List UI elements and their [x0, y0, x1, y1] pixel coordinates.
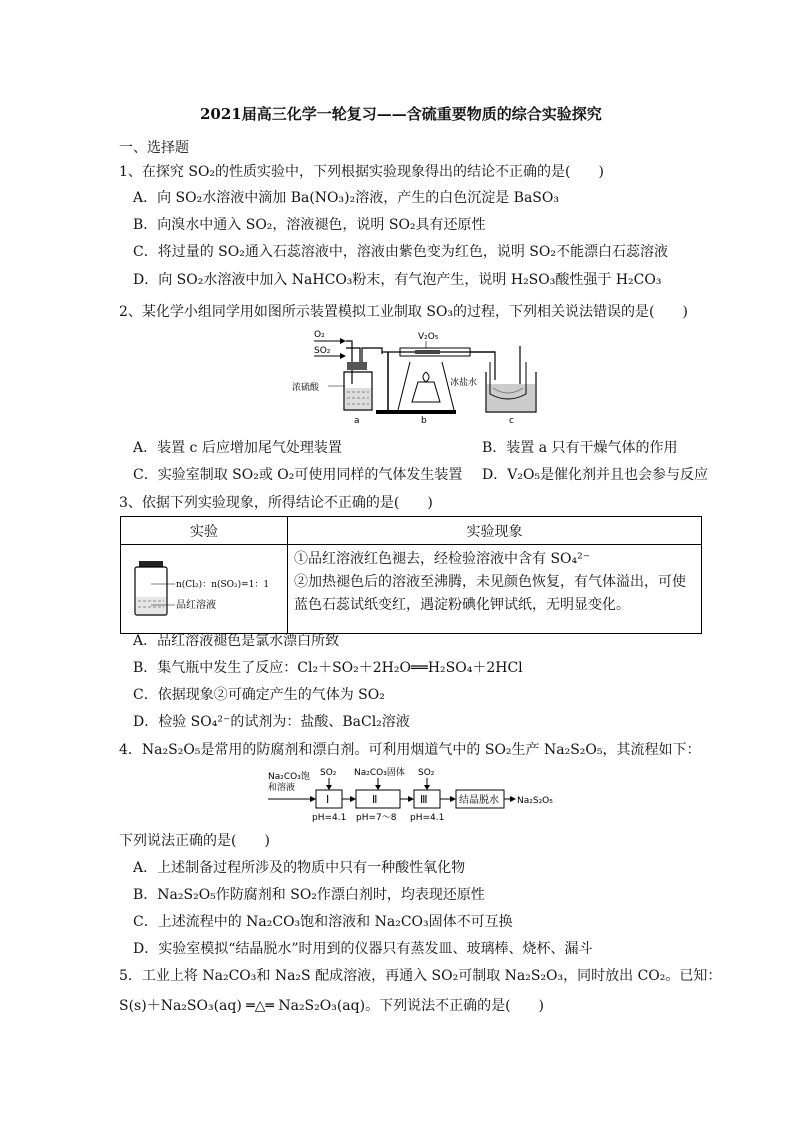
question-1-option-c: C．将过量的 SO₂通入石蕊溶液中，溶液由紫色变为红色，说明 SO₂不能漂白石蕊溶液 — [133, 244, 668, 260]
flow-so2-1: SO₂ — [320, 768, 337, 778]
experiment-table — [120, 516, 702, 634]
label-c: c — [509, 416, 514, 426]
question-4-option-a: A．上述制备过程所涉及的物质中只有一种酸性氧化物 — [133, 860, 466, 876]
process-flow-diagram — [266, 766, 566, 822]
flow-so2-2: SO₂ — [418, 768, 435, 778]
svg-text:Ⅲ: Ⅲ — [420, 793, 428, 806]
svg-text:结晶脱水: 结晶脱水 — [459, 795, 499, 806]
flow-input-line1: Na₂CO₃饱 — [268, 772, 310, 782]
question-3-option-c: C．依据现象②可确定产生的气体为 SO₂ — [133, 687, 385, 703]
question-3-option-b: B．集气瓶中发生了反应：Cl₂＋SO₂＋2H₂O══H₂SO₄＋2HCl — [133, 660, 523, 676]
label-o2: O₂ — [314, 330, 325, 340]
question-5-line1: 5．工业上将 Na₂CO₃和 Na₂S 配成溶液，再通入 SO₂可制取 Na₂S₂O₃，同时放出 CO₂。已知： — [119, 968, 722, 984]
question-4-stem: 4．Na₂S₂O₅是常用的防腐剂和漂白剂。可利用烟道气中的 SO₂生产 Na₂S₂O₅，其流程如下： — [119, 742, 701, 758]
apparatus-figure — [290, 322, 550, 428]
observation-2: ②加热褪色后的溶液至沸腾，未见颜色恢复，有气体溢出，可使 — [294, 574, 686, 590]
question-2-stem: 2、某化学小组同学用如图所示装置模拟工业制取 SO₃的过程，下列相关说法错误的是( ) — [119, 304, 688, 320]
svg-text:Ⅱ: Ⅱ — [372, 793, 378, 806]
question-2-option-a: A．装置 c 后应增加尾气处理装置 — [133, 440, 342, 456]
label-magenta-solution: 品红溶液 — [176, 600, 216, 611]
catalyst-bed — [415, 350, 440, 354]
gas-bottle-figure — [121, 545, 285, 629]
observation-cell — [288, 545, 702, 634]
label-so2: SO₂ — [314, 346, 331, 356]
section-heading: 一、选择题 — [119, 140, 189, 156]
label-gas-ratio: n(Cl₂)：n(SO₂)=1：1 — [176, 580, 270, 590]
bottle-a-stopper — [347, 362, 367, 370]
experiment-figure-cell — [121, 545, 288, 634]
question-2-option-d: D．V₂O₅是催化剂并且也会参与反应 — [482, 467, 709, 483]
svg-text:Ⅰ: Ⅰ — [326, 793, 330, 806]
observation-3: 蓝色石蕊试纸变红，遇淀粉碘化钾试纸，无明显变化。 — [294, 597, 630, 613]
table-header-experiment: 实验 — [121, 517, 288, 545]
question-4-ask: 下列说法正确的是( ) — [119, 833, 270, 849]
observation-1: ①品红溶液红色褪去，经检验溶液中含有 SO₄²⁻ — [294, 551, 591, 567]
question-5-line2: S(s)＋Na₂SO₃(aq) ═△═ Na₂S₂O₃(aq)。下列说法不正确的是( ) — [119, 998, 545, 1014]
label-conc-acid: 浓硫酸 — [292, 383, 320, 393]
question-3-stem: 3、依据下列实验现象，所得结论不正确的是( ) — [119, 495, 433, 511]
flow-product: Na₂S₂O₅ — [517, 796, 553, 806]
question-2-option-b: B．装置 a 只有干燥气体的作用 — [482, 440, 678, 456]
flow-input-line2: 和溶液 — [268, 783, 296, 793]
label-ice-salt-water: 冰盐水 — [450, 378, 478, 388]
question-3-option-a: A．品红溶液褪色是氯水漂白所致 — [133, 633, 340, 649]
flow-step-2 — [356, 790, 400, 808]
table-header-observation: 实验现象 — [288, 517, 702, 545]
question-1-option-b: B．向溴水中通入 SO₂，溶液褪色，说明 SO₂具有还原性 — [133, 217, 486, 233]
flow-ph-3: pH=4.1 — [410, 813, 445, 822]
question-1-option-a: A．向 SO₂水溶液中滴加 Ba(NO₃)₂溶液，产生的白色沉淀是 BaSO₃ — [133, 190, 559, 206]
question-1-option-d: D．向 SO₂水溶液中加入 NaHCO₃粉末，有气泡产生，说明 H₂SO₃酸性强于 H₂CO₃ — [133, 272, 662, 288]
flow-solid: Na₂CO₃固体 — [354, 768, 405, 778]
question-4-option-b: B．Na₂S₂O₅作防腐剂和 SO₂作漂白剂时，均表现还原性 — [133, 887, 485, 903]
question-4-option-d: D．实验室模拟“结晶脱水”时用到的仪器只有蒸发皿、玻璃棒、烧杯、漏斗 — [133, 941, 593, 957]
page-title: 2021届高三化学一轮复习——含硫重要物质的综合实验探究 — [200, 105, 602, 123]
question-3-option-d: D．检验 SO₄²⁻的试剂为：盐酸、BaCl₂溶液 — [133, 714, 410, 730]
question-4-option-c: C．上述流程中的 Na₂CO₃饱和溶液和 Na₂CO₃固体不可互换 — [133, 914, 513, 930]
question-2-option-c: C．实验室制取 SO₂或 O₂可使用同样的气体发生装置 — [133, 467, 463, 483]
question-1-stem: 1、在探究 SO₂的性质实验中，下列根据实验现象得出的结论不正确的是( ) — [119, 164, 604, 180]
flow-ph-1: pH=4.1 — [312, 813, 347, 822]
flow-ph-2: pH=7～8 — [356, 813, 397, 822]
label-b: b — [421, 416, 427, 426]
label-a: a — [354, 416, 360, 426]
alcohol-lamp — [412, 382, 440, 402]
label-v2o5: V₂O₅ — [418, 332, 439, 342]
